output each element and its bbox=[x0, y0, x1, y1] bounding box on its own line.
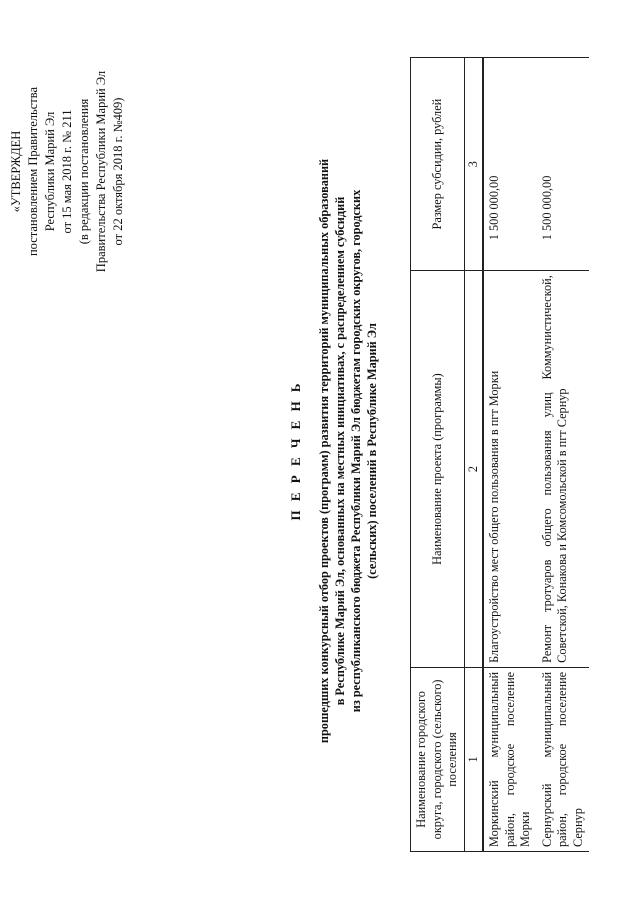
projects-table bbox=[410, 57, 589, 852]
subtitle-line: в Республике Марий Эл, основанных на местных инициативах, с распределением субсидий bbox=[333, 196, 347, 706]
approval-line: «УТВЕРЖДЕН bbox=[9, 130, 23, 213]
column-number: 2 bbox=[464, 271, 483, 668]
amount-cell: 1 500 000,00 bbox=[537, 58, 590, 271]
table-row bbox=[537, 58, 590, 852]
approval-line: от 15 мая 2018 г. № 211 bbox=[60, 109, 74, 234]
approval-line: от 22 октября 2018 г. №409) bbox=[111, 97, 125, 246]
approval-line: постановлением Правительства bbox=[26, 86, 40, 257]
approval-stamp bbox=[8, 54, 127, 289]
table-header-row bbox=[411, 58, 465, 852]
document-title: П Е Р Е Ч Е Н Ь bbox=[288, 380, 303, 521]
approval-line: (в редакции постановления bbox=[77, 98, 91, 245]
municipality-cell: Сернурский муниципальный район, городское поселение Сернур bbox=[537, 667, 590, 851]
approval-line: Республики Марий Эл bbox=[43, 111, 57, 232]
header-municipality: Наименование городского округа, городского (сельского) поселения bbox=[411, 667, 465, 851]
amount-cell: 1 500 000,00 bbox=[483, 58, 537, 271]
column-number: 1 bbox=[464, 667, 483, 851]
column-number-row bbox=[464, 58, 483, 852]
subtitle-line: прошедших конкурсный отбор проектов (программ) развития территорий муниципальных образований bbox=[317, 158, 331, 744]
project-cell: Благоустройство мест общего пользования в пгт Морки bbox=[483, 271, 537, 668]
column-number: 3 bbox=[464, 58, 483, 271]
municipality-cell: Моркинский муниципальный район, городское поселение Морки bbox=[483, 667, 537, 851]
header-amount: Размер субсидии, рублей bbox=[411, 58, 465, 271]
project-cell: Ремонт тротуаров общего пользования улиц Коммунистической, Советской, Конакова и Комсомольской в пгт Сернур bbox=[537, 271, 590, 668]
subtitle-line: (сельских) поселений в Республике Марий Эл bbox=[365, 323, 379, 579]
document-subtitle bbox=[316, 91, 380, 811]
table-row bbox=[483, 58, 537, 852]
header-project: Наименование проекта (программы) bbox=[411, 271, 465, 668]
approval-line: Правительства Республики Марий Эл bbox=[94, 70, 108, 273]
subtitle-line: из республиканского бюджета Республики Марий Эл бюджетам городских округов, городских bbox=[349, 189, 363, 713]
